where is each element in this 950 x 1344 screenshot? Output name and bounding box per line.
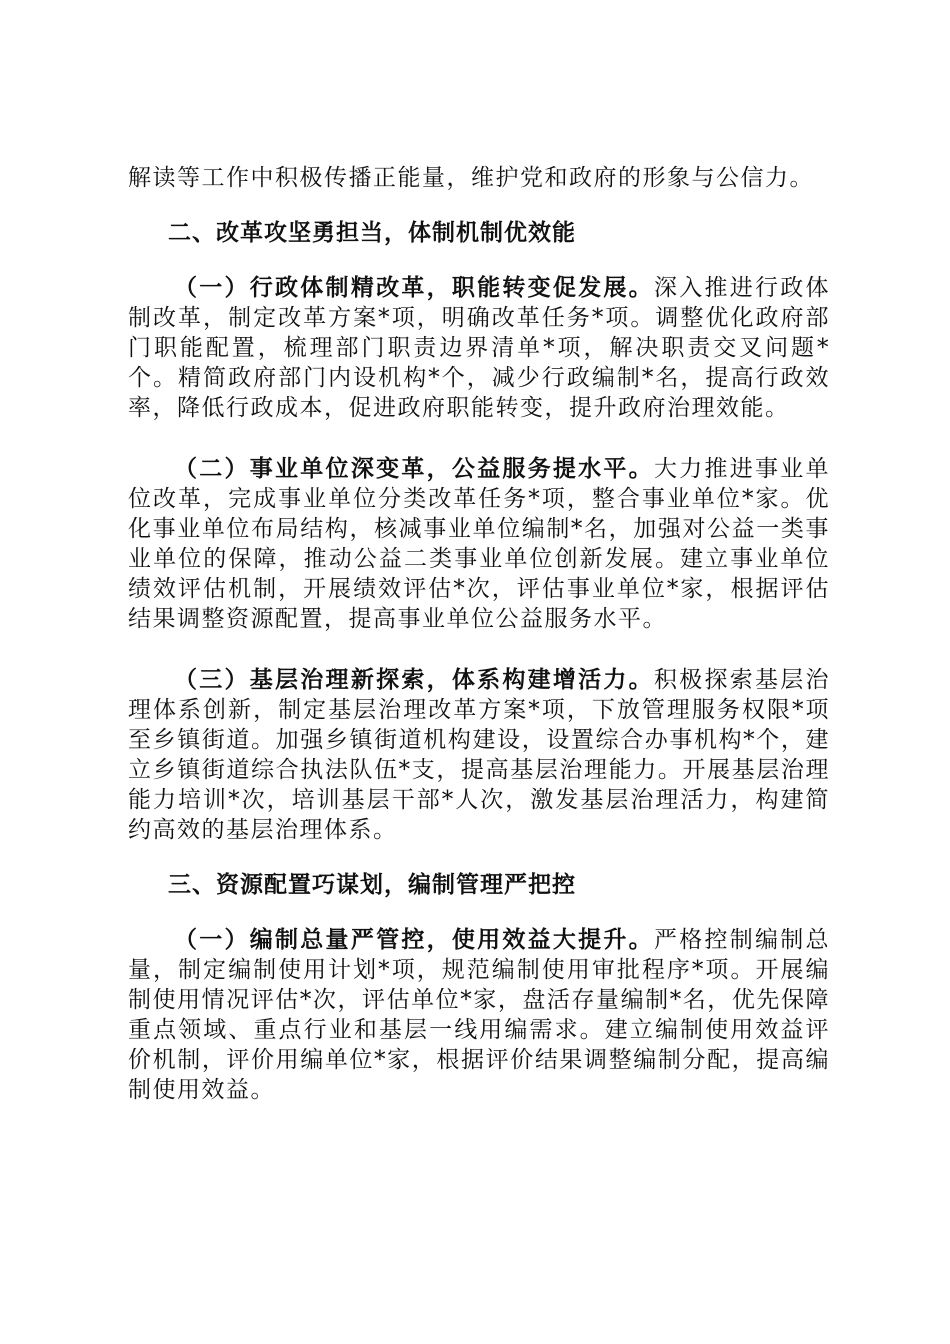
section-heading-2: 二、改革攻坚勇担当，体制机制优效能 <box>168 219 576 246</box>
subsection-paragraph-3 <box>128 665 830 845</box>
subsection-body-2: 大力推进事业单位改革，完成事业单位分类改革任务*项，整合事业单位*家。优化事业单位布局结构，核减事业单位编制*名，加强对公益一类事业单位的保障，推动公益二类事业单位创新发展。建立事业单位绩效评估机制，开展绩效评估*次，评估事业单位*家，根据评估结果调整资源配置，提高事业单位公益服务水平。 <box>128 456 831 632</box>
subsection-lead-3: （三）基层治理新探索，体系构建增活力。 <box>174 666 654 693</box>
section-heading-3: 三、资源配置巧谋划，编制管理严把控 <box>168 871 576 898</box>
subsection-lead-2: （二）事业单位深变革，公益服务提水平。 <box>174 455 654 482</box>
subsection-lead-1: （一）行政体制精改革，职能转变促发展。 <box>174 274 654 301</box>
subsection-paragraph-1 <box>128 273 830 423</box>
subsection-paragraph-2 <box>128 454 830 634</box>
subsection-body-4: 严格控制编制总量，制定编制使用计划*项，规范编制使用审批程序*项。开展编制使用情况评估*次，评估单位*家，盘活存量编制*名，优先保障重点领域、重点行业和基层一线用编需求。建立编制使用效益评价机制，评价用编单位*家，根据评价结果调整编制分配，提高编制使用效益。 <box>128 927 831 1103</box>
subsection-body-3: 积极探索基层治理体系创新，制定基层治理改革方案*项，下放管理服务权限*项至乡镇街道。加强乡镇街道机构建设，设置综合办事机构*个，建立乡镇街道综合执法队伍*支，提高基层治理能力。开展基层治理能力培训*次，培训基层干部*人次，激发基层治理活力，构建简约高效的基层治理体系。 <box>128 667 831 843</box>
subsection-lead-4: （一）编制总量严管控，使用效益大提升。 <box>174 926 654 953</box>
subsection-body-1: 深入推进行政体制改革，制定改革方案*项，明确改革任务*项。调整优化政府部门职能配置，梳理部门职责边界清单*项，解决职责交叉问题*个。精简政府部门内设机构*个，减少行政编制*名，提高行政效率，降低行政成本，促进政府职能转变，提升政府治理效能。 <box>128 275 831 421</box>
document-body <box>128 163 830 1105</box>
paragraph-continuation: 解读等工作中积极传播正能量，维护党和政府的形象与公信力。 <box>128 165 814 191</box>
subsection-paragraph-4 <box>128 925 830 1105</box>
